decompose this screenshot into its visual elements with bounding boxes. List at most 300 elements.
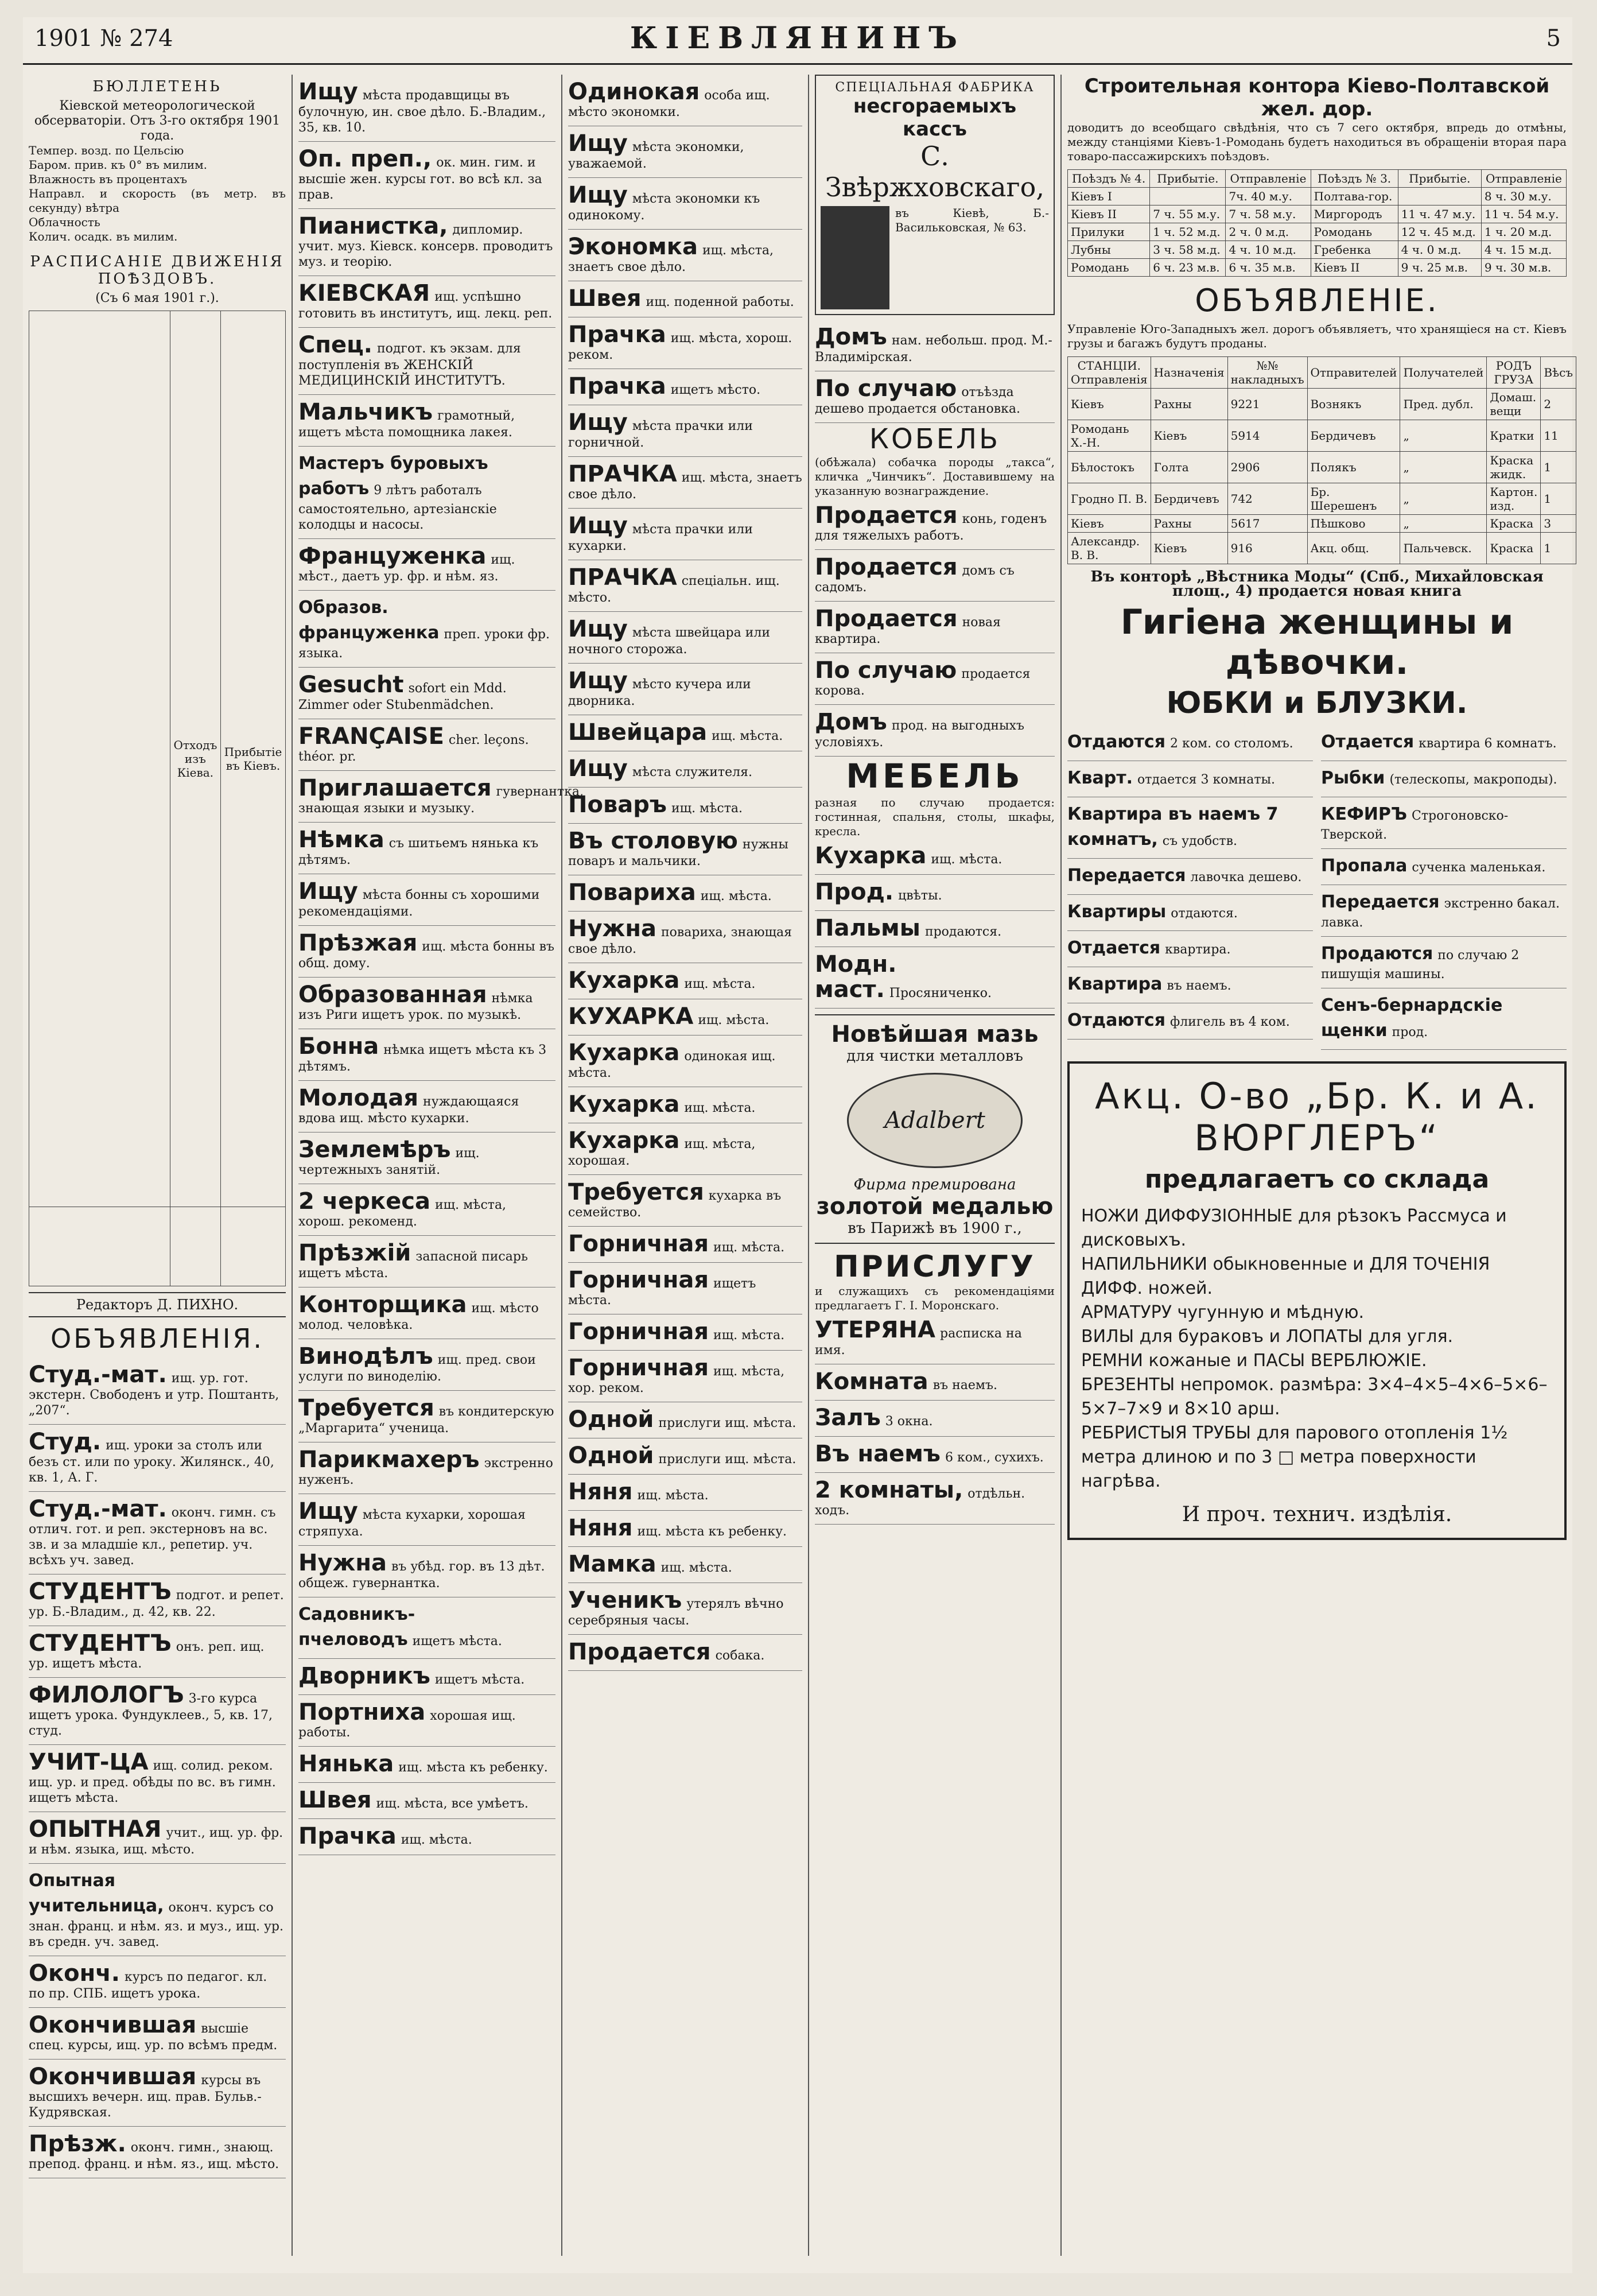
ad-text: утерялъ вѣчно серебряныя часы. — [568, 1597, 784, 1628]
column-3 — [562, 75, 809, 2256]
classified-ad — [298, 395, 555, 447]
ad-text: оконч. гимн. съ отлич. гот. и реп. экстерновъ на вс. зв. и за младшіе кл., репетир. уч. всѣхъ уч. завед. — [29, 1506, 276, 1568]
ad-text: ищ. мѣста. — [698, 1013, 770, 1027]
table-header-cell: Прибытіе. — [1398, 170, 1481, 188]
ad-keyword: Прачка — [568, 321, 666, 348]
medal-heading: золотой медалью — [816, 1193, 1054, 1220]
classified-ad — [815, 498, 1055, 550]
classified-ad — [298, 1747, 555, 1783]
kiev-poltava-schedule — [1067, 169, 1567, 277]
classified-ad — [568, 912, 802, 963]
ad-keyword: Студ.-мат. — [29, 1362, 167, 1388]
ad-text: подгот. и репет. ур. Б.-Владим., д. 42, кв. 22. — [29, 1588, 284, 1619]
ad-text: квартира. — [1165, 943, 1231, 957]
table-cell: 1 — [1541, 483, 1576, 515]
ad-text: ищ. мѣста, знаетъ свое дѣло. — [568, 471, 802, 502]
ad-keyword: Домъ — [815, 709, 887, 735]
classified-ad — [298, 1597, 555, 1659]
ad-text: оконч. гимн., знающ. препод. франц. и нѣм. яз., ищ. мѣсто. — [29, 2140, 279, 2171]
ad-keyword: Нужна — [298, 1550, 387, 1576]
classified-ad — [298, 1659, 555, 1695]
table-cell — [1398, 188, 1481, 205]
bulletin-title: БЮЛЛЕТЕНЬ — [92, 78, 222, 95]
masthead — [23, 17, 1572, 65]
ad-text: Просяниченко. — [889, 986, 992, 1000]
classified-ad — [1321, 885, 1567, 937]
classified-ad — [568, 999, 802, 1035]
column-4 — [809, 75, 1062, 2256]
safe-factory-heading: несгораемыхъ кассъ — [853, 95, 1017, 141]
classified-ad — [1067, 859, 1313, 895]
ad-keyword: 2 комнаты, — [815, 1477, 963, 1503]
ad-keyword: Швея — [298, 1787, 372, 1813]
classified-ad — [298, 823, 555, 874]
ad-text: ищ. мѣста. — [637, 1488, 709, 1503]
table-header-cell: Отправленіе — [1481, 170, 1566, 188]
ad-text: подгот. къ экзам. для поступленія въ ЖЕНСКІЙ МЕДИЦИНСКІЙ ИНСТИТУТЪ. — [298, 342, 521, 388]
ad-text: грамотный, ищетъ мѣста помощника лакея. — [298, 409, 515, 440]
safe-factory-tag: СПЕЦІАЛЬНАЯ ФАБРИКА — [835, 80, 1035, 95]
classified-ad — [815, 947, 1055, 1009]
ad-text: ищ. мѣста, хорош. реком. — [568, 331, 792, 362]
ad-keyword: Ищу — [568, 182, 628, 208]
ad-text: ищ. мѣста. — [931, 852, 1003, 867]
servants-text: и служащихъ съ рекомендаціями предлагаетъ Г. І. Моронскаго. — [815, 1284, 1055, 1312]
ad-keyword: Ищу — [568, 616, 628, 642]
ad-text: дипломир. учит. муз. Кіевск. консерв. проводитъ муз. и теорію. — [298, 223, 553, 269]
table-cell: 3 — [1541, 515, 1576, 533]
classified-ad — [29, 2060, 286, 2127]
classified-ad — [568, 715, 802, 751]
ad-keyword: Прѣзж. — [29, 2131, 126, 2157]
wurgler-product-line: БРЕЗЕНТЫ непромок. размѣра: 3×4–4×5–4×6–5×6–5×7–7×9 и 8×10 арш. — [1081, 1375, 1548, 1419]
classified-ad — [568, 317, 802, 369]
ad-keyword: Студ. — [29, 1429, 102, 1455]
classified-ad — [29, 1745, 286, 1812]
ad-text: лавочка дешево. — [1190, 870, 1302, 885]
train-schedule-table — [29, 311, 286, 1286]
table-cell: Акц. общ. — [1307, 533, 1400, 564]
wurgler-firm: Акц. О-во „Бр. К. и А. ВЮРГЛЕРЪ“ — [1095, 1075, 1539, 1159]
ad-keyword: УТЕРЯНА — [815, 1317, 935, 1343]
ad-text: онъ. реп. ищ. ур. ищетъ мѣста. — [29, 1640, 265, 1671]
classified-ad — [29, 1425, 286, 1492]
ad-text: ищ. мѣста. — [713, 1328, 785, 1343]
ad-text: ищ. успѣшно готовить въ институтъ, ищ. лекц. реп. — [298, 290, 553, 321]
classified-ad — [298, 1494, 555, 1546]
editor-line: Редакторъ Д. ПИХНО. — [29, 1292, 286, 1317]
ad-text: 3 окна. — [885, 1414, 933, 1429]
table-header-cell: РОДЪ ГРУЗА — [1487, 357, 1541, 389]
classified-ad — [568, 281, 802, 317]
unclaimed-goods-table — [1067, 356, 1576, 564]
table-cell: Кіевъ II — [1068, 205, 1150, 223]
ad-text: sofort ein Mdd. Zimmer oder Stubenmädchen. — [298, 681, 507, 712]
ad-text: отъѣзда дешево продается обстановка. — [815, 385, 1020, 416]
ad-text: по случаю 2 пишущія машины. — [1321, 948, 1520, 982]
classified-ad — [298, 142, 555, 209]
bulletin-row: Темпер. возд. по Цельсію — [29, 144, 184, 157]
classified-ad — [568, 751, 802, 788]
classified-ad — [815, 1401, 1055, 1437]
classified-ad — [815, 1313, 1055, 1364]
ad-text: мѣста прачки или горничной. — [568, 419, 753, 450]
schedule-head-arrival: Прибытіе въ Кіевъ. — [220, 311, 285, 1207]
classified-ad — [1321, 988, 1567, 1050]
page-number: 5 — [1546, 25, 1561, 52]
ad-text: ищетъ мѣста. — [434, 1673, 525, 1687]
classified-ad — [298, 539, 555, 591]
classified-ad — [815, 371, 1055, 423]
ad-keyword: Горничная — [568, 1231, 709, 1257]
polish-ad — [815, 1014, 1055, 1244]
safe-factory-ad — [815, 75, 1055, 315]
wurgler-product-line: РЕБРИСТЫЯ ТРУБЫ для парового отопленія 1½ метра длиною и по 3 □ метра поверхности нагрѣва. — [1081, 1423, 1508, 1491]
ad-text: ищ. мѣсто молод. человѣка. — [298, 1301, 539, 1332]
ad-keyword: Кухарка — [568, 1091, 680, 1118]
table-row — [1068, 452, 1576, 483]
ad-keyword: Няня — [568, 1515, 633, 1541]
table-cell: Бѣлостокъ — [1068, 452, 1151, 483]
classified-ad — [815, 550, 1055, 602]
ad-keyword: Квартира — [1067, 974, 1163, 994]
classified-ad — [815, 1364, 1055, 1401]
classified-ad — [1067, 725, 1313, 761]
ad-keyword: Требуется — [298, 1395, 434, 1421]
ad-text: оконч. курсъ со знан. франц. и нѣм. яз. и муз., ищ. ур. въ средн. уч. завед. — [29, 1901, 284, 1949]
classified-ad — [568, 405, 802, 457]
ad-text: квартира 6 комнатъ. — [1419, 736, 1557, 751]
table-cell: 11 — [1541, 420, 1576, 452]
table-cell: 2 ч. 0 м.д. — [1226, 223, 1311, 241]
classified-ad — [568, 178, 802, 230]
ad-keyword: Бонна — [298, 1033, 379, 1060]
table-cell: 7 ч. 55 м.у. — [1150, 205, 1226, 223]
ad-keyword: Пропала — [1321, 856, 1408, 876]
vestnik-mody-line: Въ конторѣ „Вѣстника Моды“ (Спб., Михайловская площ., 4) продается новая книга — [1090, 568, 1544, 600]
ad-keyword: Француженка — [298, 543, 487, 569]
schedule-subtitle: (Съ 6 мая 1901 г.). — [95, 291, 219, 305]
classified-ad — [298, 1819, 555, 1855]
ad-text: 9 лѣтъ работалъ самостоятельно, артезіанскіе колодцы и насосы. — [298, 483, 497, 532]
table-header-cell: Отправителей — [1307, 357, 1400, 389]
ad-keyword: Конторщика — [298, 1292, 467, 1318]
table-cell: Краска — [1487, 515, 1541, 533]
ad-text: ищетъ мѣсто. — [670, 383, 761, 397]
classified-ad — [568, 1402, 802, 1438]
classified-ad — [29, 1492, 286, 1574]
ad-text: ищетъ мѣста. — [412, 1634, 502, 1649]
servants-heading: ПРИСЛУГУ — [834, 1250, 1036, 1284]
table-cell: 4 ч. 15 м.д. — [1481, 241, 1566, 259]
ad-keyword: 2 черкеса — [298, 1188, 430, 1215]
ad-text: въ наемъ. — [1167, 979, 1231, 993]
classified-ad — [1067, 967, 1313, 1003]
classified-ad — [568, 1351, 802, 1402]
classified-ad — [29, 1358, 286, 1425]
ad-text: расписка на имя. — [815, 1327, 1022, 1358]
newspaper-page — [23, 17, 1572, 2273]
col4-ads-2 — [815, 498, 1055, 757]
classified-ad — [568, 560, 802, 612]
ad-text: учит., ищ. ур. фр. и нѣм. языка, ищ. мѣсто. — [29, 1826, 283, 1857]
table-cell: Кіевъ — [1151, 420, 1227, 452]
ad-keyword: Отдается — [1321, 732, 1415, 752]
table-cell: 2 — [1541, 389, 1576, 420]
ad-keyword: Одной — [568, 1442, 654, 1469]
classified-ad — [568, 1314, 802, 1351]
ad-text: ищ. мѣста къ ребенку. — [637, 1525, 787, 1539]
ad-text: курсы въ высшихъ вечерн. ищ. прав. Бульв.-Кудрявская. — [29, 2073, 262, 2120]
ad-text: продаются. — [924, 925, 1002, 939]
ad-keyword: Домъ — [815, 324, 887, 350]
ad-keyword: Землемѣръ — [298, 1137, 451, 1163]
ad-keyword: ФИЛОЛОГЪ — [29, 1682, 184, 1708]
ad-keyword: Кухарка — [568, 967, 680, 994]
ad-text: ищ. мѣста. — [671, 801, 743, 816]
table-header-cell: Вѣсъ — [1541, 357, 1576, 389]
ad-keyword: Ищу — [568, 668, 628, 694]
table-cell: Ромодань — [1311, 223, 1398, 241]
classified-ad — [298, 1546, 555, 1597]
ad-keyword: Прѣзжая — [298, 930, 418, 956]
announcement-heading: ОБЪЯВЛЕНІЕ. — [1195, 282, 1439, 319]
ad-text: ищ. мѣста. — [700, 889, 772, 903]
classified-ad — [298, 1133, 555, 1184]
ad-keyword: Образованная — [298, 982, 487, 1008]
schedule-title: РАСПИСАНІЕ ДВИЖЕНІЯ ПОѢЗДОВЪ. — [30, 253, 285, 288]
table-cell: 3 ч. 58 м.д. — [1150, 241, 1226, 259]
classified-ad — [29, 1864, 286, 1956]
classified-ad — [298, 1339, 555, 1391]
ad-text: гувернантка, знающая языки и музыку. — [298, 785, 584, 816]
table-header-cell: СТАНЦІИ. Отправленія — [1068, 357, 1151, 389]
medal-city: въ Парижѣ въ 1900 г., — [848, 1220, 1022, 1237]
classified-ad — [568, 1635, 802, 1671]
ad-keyword: Опытная учительница, — [29, 1871, 164, 1916]
ad-keyword: Горничная — [568, 1267, 709, 1293]
ad-keyword: Винодѣлъ — [298, 1343, 433, 1370]
ad-text: нужны поваръ и мальчики. — [568, 837, 788, 868]
table-cell: Домаш. вещи — [1487, 389, 1541, 420]
furniture-text: разная по случаю продается: гостинная, спальня, столы, шкафы, кресла. — [815, 796, 1055, 838]
adalbert-logo: Adalbert — [847, 1073, 1023, 1168]
ad-text: ищ. мѣста. — [713, 1240, 785, 1255]
table-cell: Бердичевъ — [1307, 420, 1400, 452]
ad-text: въ кондитерскую „Маргарита“ ученица. — [298, 1405, 554, 1436]
ad-text: экстренно бакал. лавка. — [1321, 897, 1560, 930]
classified-ad — [815, 839, 1055, 875]
ad-text: сученка маленькая. — [1412, 860, 1546, 875]
col1-ads — [29, 1358, 286, 2178]
table-cell: Гребенка — [1311, 241, 1398, 259]
ad-keyword: КУХАРКА — [568, 1003, 694, 1030]
ad-text: мѣста бонны съ хорошими рекомендаціями. — [298, 888, 540, 919]
ad-keyword: Прод. — [815, 879, 894, 905]
classified-ad — [298, 874, 555, 926]
bulletin-row: Колич. осадк. въ милим. — [29, 230, 178, 243]
ad-text: въ наемъ. — [932, 1378, 997, 1393]
table-header-cell: Поѣздъ № 4. — [1068, 170, 1150, 188]
classified-ad — [568, 1511, 802, 1547]
ad-keyword: Прачка — [568, 373, 666, 400]
ad-text: цвѣты. — [898, 889, 942, 903]
ad-text: ищ. мѣста, все умѣетъ. — [376, 1797, 529, 1811]
ad-text: (телескопы, макроподы). — [1389, 773, 1557, 787]
ad-text: ищ. мѣста къ ребенку. — [398, 1760, 548, 1775]
col4-ads-4 — [815, 1313, 1055, 1525]
ad-text: ок. мин. гим. и высшіе жен. курсы гот. во всѣ кл. за прав. — [298, 156, 542, 202]
table-cell: 1 ч. 52 м.д. — [1150, 223, 1226, 241]
ad-text: новая квартира. — [815, 615, 1001, 646]
ad-keyword: Пальмы — [815, 915, 920, 941]
polish-subheading: для чистки металловъ — [846, 1048, 1023, 1065]
furniture-heading: МЕБЕЛЬ — [846, 757, 1024, 796]
classified-ad — [298, 328, 555, 395]
classified-ad — [568, 1475, 802, 1511]
ad-text: особа ищ. мѣсто экономки. — [568, 88, 770, 119]
classified-ad — [298, 926, 555, 978]
ad-keyword: Ищу — [298, 1498, 358, 1525]
table-row — [1068, 205, 1567, 223]
classified-ad — [815, 705, 1055, 757]
classified-ad — [568, 824, 802, 875]
table-cell: Гродно П. В. — [1068, 483, 1151, 515]
table-cell: Рахны — [1151, 389, 1227, 420]
table-cell: Бр. Шерешенъ — [1307, 483, 1400, 515]
ad-keyword: Мамка — [568, 1551, 656, 1577]
table-cell: Краска жидк. — [1487, 452, 1541, 483]
table-cell: Голта — [1151, 452, 1227, 483]
safe-image-icon — [821, 206, 889, 309]
ad-keyword: Нянька — [298, 1751, 394, 1777]
ad-keyword: Спец. — [298, 332, 372, 358]
ad-text: мѣста кухарки, хорошая стряпуха. — [298, 1508, 526, 1539]
classified-ad — [298, 1783, 555, 1819]
ad-keyword: Дворникъ — [298, 1663, 430, 1689]
bulletin-rows — [29, 144, 286, 244]
table-cell: 7ч. 40 м.у. — [1226, 188, 1311, 205]
col4-ads-1 — [815, 320, 1055, 423]
classified-ad — [29, 1956, 286, 2008]
ad-keyword: Ищу — [568, 130, 628, 157]
ad-keyword: Въ столовую — [568, 828, 738, 854]
ad-text: ищ. солид. реком. ищ. ур. и пред. обѣды по вс. въ гимн. ищетъ мѣста. — [29, 1759, 276, 1805]
ad-text: ищетъ мѣста. — [568, 1277, 756, 1308]
ad-keyword: ОПЫТНАЯ — [29, 1816, 162, 1843]
classified-ad — [568, 1123, 802, 1175]
ad-keyword: Кухарка — [815, 843, 927, 869]
classified-ad — [29, 1574, 286, 1626]
bulletin-row: Барoм. прив. къ 0° въ милим. — [29, 158, 208, 172]
table-cell: Пальчевск. — [1400, 533, 1487, 564]
table-cell: Лубны — [1068, 241, 1150, 259]
ad-text: ищ. мѣста, хор. реком. — [568, 1364, 785, 1395]
classified-ad — [29, 1678, 286, 1745]
column-2 — [293, 75, 584, 2256]
polish-heading: Новѣйшая мазь — [831, 1021, 1039, 1048]
table-cell: Вознякъ — [1307, 389, 1400, 420]
ad-keyword: Прачка — [298, 1823, 397, 1849]
wurgler-sub: предлагаетъ со склада — [1144, 1165, 1490, 1194]
classified-ad — [568, 788, 802, 824]
table-cell: Кіевъ II — [1311, 259, 1398, 277]
ad-keyword: Студ.-мат. — [29, 1496, 167, 1522]
ad-keyword: Горничная — [568, 1355, 709, 1381]
ad-text: домъ съ садомъ. — [815, 564, 1015, 595]
table-cell: Краска — [1487, 533, 1541, 564]
ad-keyword: Квартиры — [1067, 902, 1167, 922]
ad-text: ищ. мѣста. — [712, 729, 783, 743]
ad-text: отдается 3 комнаты. — [1137, 773, 1276, 787]
ad-text: хорошая ищ. работы. — [298, 1709, 516, 1740]
ad-text: мѣста швейцара или ночного сторожа. — [568, 626, 771, 657]
table-row — [1068, 389, 1576, 420]
table-row — [1068, 533, 1576, 564]
table-cell: Картон. изд. — [1487, 483, 1541, 515]
ad-text: отдаются. — [1171, 906, 1238, 921]
table-cell: Ромодань — [1068, 259, 1150, 277]
table-cell: Ромодань Х.-Н. — [1068, 420, 1151, 452]
table-cell: 5914 — [1227, 420, 1307, 452]
ad-keyword: Въ наемъ — [815, 1441, 941, 1467]
wurgler-lines — [1081, 1204, 1553, 1494]
ad-keyword: ПРАЧКА — [568, 461, 677, 487]
classified-ad — [29, 2008, 286, 2060]
ad-text: 3-го курса ищетъ урока. Фундуклеев., 5, кв. 17, студ. — [29, 1692, 273, 1738]
table-cell: 4 ч. 0 м.д. — [1398, 241, 1481, 259]
ad-text: ищ. мѣста. — [684, 977, 756, 991]
table-cell: „ — [1400, 483, 1487, 515]
classified-ad — [568, 75, 802, 126]
ad-text: высшіе спец. курсы, ищ. ур. по всѣмъ предм. — [29, 2022, 278, 2053]
ad-keyword: Прѣзжій — [298, 1240, 411, 1266]
classified-ad — [298, 1391, 555, 1442]
table-cell: 916 — [1227, 533, 1307, 564]
classified-ad — [298, 75, 555, 142]
wurgler-product-line: ВИЛЫ для бураковъ и ЛОПАТЫ для угля. — [1081, 1327, 1454, 1347]
issue-number: 1901 № 274 — [34, 25, 173, 52]
classified-ad — [568, 1035, 802, 1087]
ad-keyword: FRANÇAISE — [298, 723, 444, 750]
table-cell: Кіевъ — [1151, 533, 1227, 564]
ad-keyword: Ищу — [298, 79, 358, 105]
classified-ad — [568, 664, 802, 715]
classified-ad — [815, 602, 1055, 653]
ad-text: съ удобств. — [1162, 834, 1237, 848]
ad-keyword: Кухарка — [568, 1040, 680, 1066]
ad-keyword: Одной — [568, 1406, 654, 1433]
classified-ad — [29, 2127, 286, 2178]
table-row — [1068, 241, 1567, 259]
ad-keyword: Ищу — [568, 513, 628, 539]
classified-ad — [568, 1263, 802, 1314]
classified-ad — [1067, 761, 1313, 797]
ad-text: продается корова. — [815, 667, 1031, 698]
announcement-text: Управленіе Юго-Западныхъ жел. дорогъ объявляетъ, что хранящіеся на ст. Кіевъ грузы и багажъ будутъ проданы. — [1067, 322, 1567, 350]
announcements-heading: ОБЪЯВЛЕНІЯ. — [50, 1323, 264, 1354]
table-row — [1068, 420, 1576, 452]
table-cell: 1 — [1541, 452, 1576, 483]
ad-text: нам. небольш. прод. М.-Владимірская. — [815, 333, 1052, 364]
ad-text: экстренно нуженъ. — [298, 1456, 553, 1487]
ad-keyword: Окончившая — [29, 2064, 197, 2090]
table-cell — [1150, 188, 1226, 205]
table-cell: Кіевъ I — [1068, 188, 1150, 205]
ad-text: прислуги ищ. мѣста. — [658, 1416, 796, 1430]
classified-ad — [815, 320, 1055, 371]
ad-keyword: По случаю — [815, 375, 957, 402]
